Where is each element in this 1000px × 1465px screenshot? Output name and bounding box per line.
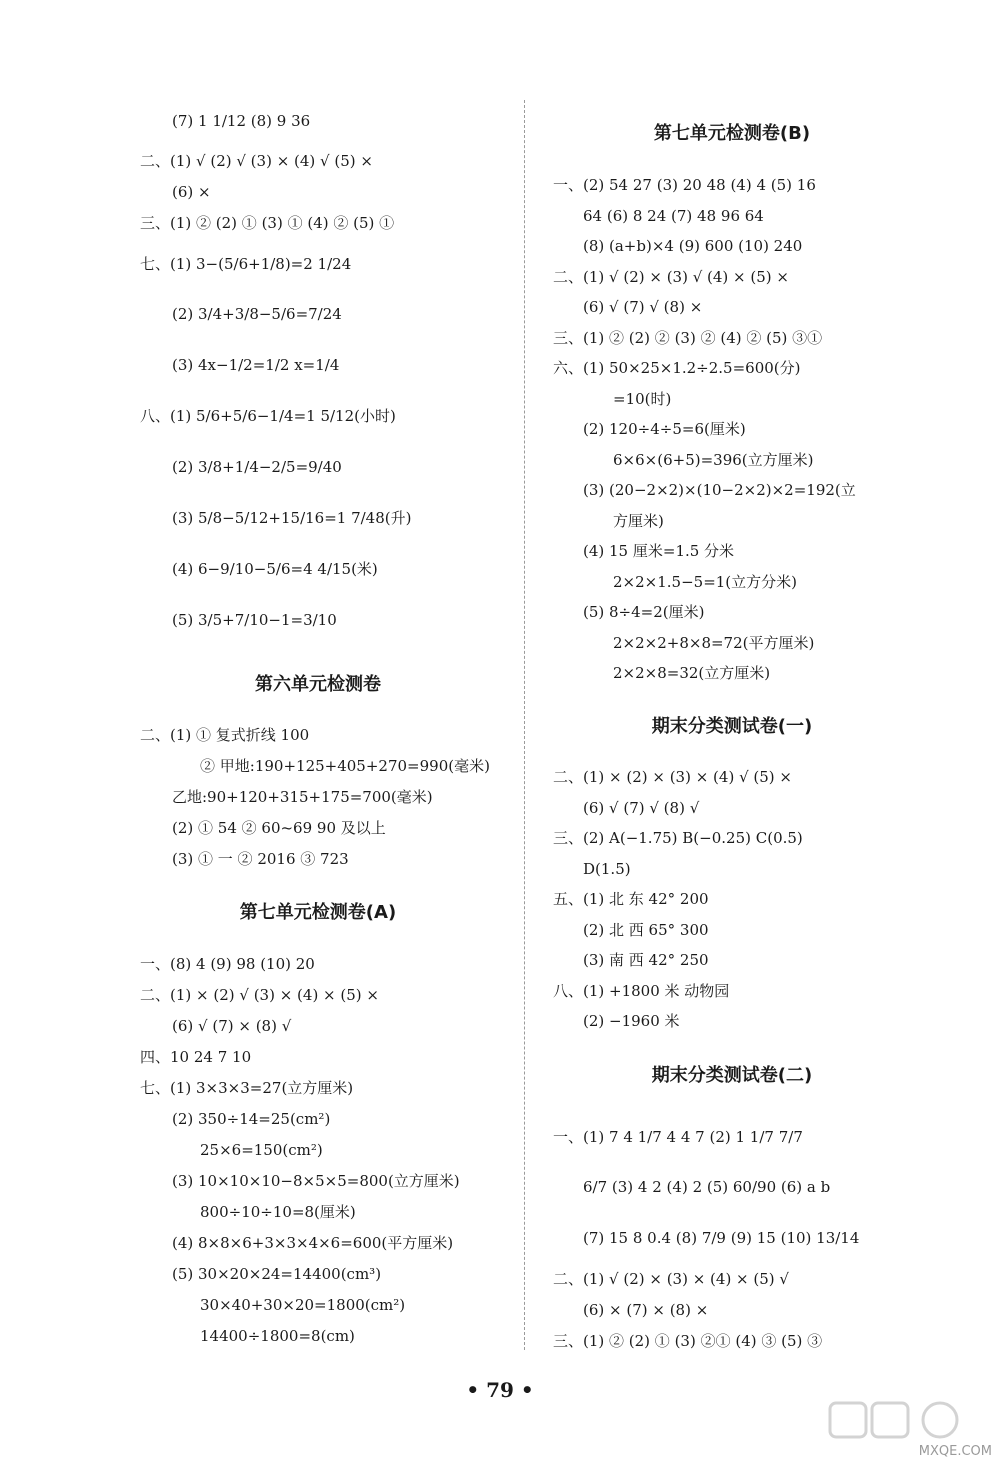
- answer-line: (2) 北 西 65° 300: [583, 920, 709, 939]
- answer-line: 二、(1) √ (2) √ (3) × (4) √ (5) ×: [140, 152, 373, 170]
- answer-line: (7) 1 1/12 (8) 9 36: [172, 112, 311, 130]
- answer-line: (2) 3/4+3/8−5/6=7/24: [172, 305, 342, 323]
- answer-line: 64 (6) 8 24 (7) 48 96 64: [583, 206, 764, 225]
- answer-line: (7) 15 8 0.4 (8) 7/9 (9) 15 (10) 13/14: [583, 1229, 860, 1247]
- answer-line: 二、(1) √ (2) × (3) √ (4) × (5) ×: [553, 267, 789, 286]
- answer-line: (5) 30×20×24=14400(cm³): [172, 1265, 382, 1283]
- answer-line: (6) × (7) × (8) ×: [583, 1301, 709, 1319]
- answer-line: (5) 8÷4=2(厘米): [583, 603, 705, 621]
- answer-line: 6/7 (3) 4 2 (4) 2 (5) 60/90 (6) a b: [583, 1178, 831, 1196]
- answer-line: 二、(1) × (2) × (3) × (4) √ (5) ×: [553, 768, 792, 786]
- answer-line: D(1.5): [583, 859, 631, 878]
- answer-line: 三、(1) ② (2) ② (3) ② (4) ② (5) ③①: [553, 328, 823, 347]
- answer-line: (3) 5/8−5/12+15/16=1 7/48(升): [172, 509, 412, 527]
- answer-line: 30×40+30×20=1800(cm²): [200, 1296, 406, 1314]
- answer-line: 乙地:90+120+315+175=700(毫米): [172, 788, 433, 806]
- answer-line: (3) 南 西 42° 250: [583, 951, 709, 969]
- answer-line: 方厘米): [613, 511, 664, 530]
- section-heading: 期末分类测试卷(一): [651, 716, 813, 737]
- answer-line: (6) ×: [172, 183, 211, 201]
- answer-line: (3) (20−2×2)×(10−2×2)×2=192(立: [583, 481, 856, 499]
- answer-line: 一、(2) 54 27 (3) 20 48 (4) 4 (5) 16: [553, 176, 816, 194]
- answer-line: 三、(1) ② (2) ① (3) ②① (4) ③ (5) ③: [553, 1332, 823, 1350]
- answer-line: 八、(1) 5/6+5/6−1/4=1 5/12(小时): [140, 407, 396, 425]
- answer-line: 25×6=150(cm²): [200, 1141, 323, 1159]
- section-heading: 第七单元检测卷(B): [653, 123, 811, 144]
- answer-line: 七、(1) 3×3×3=27(立方厘米): [140, 1079, 354, 1097]
- answer-line: 一、(8) 4 (9) 98 (10) 20: [140, 955, 315, 973]
- answer-line: (3) ① 一 ② 2016 ③ 723: [172, 850, 349, 868]
- page-number: • 79 •: [466, 1378, 534, 1402]
- column-divider: [524, 100, 525, 1350]
- answer-line: 六、(1) 50×25×1.2÷2.5=600(分): [553, 359, 801, 377]
- answer-line: 二、(1) ① 复式折线 100: [140, 726, 310, 744]
- answer-line: 三、(1) ② (2) ① (3) ① (4) ② (5) ①: [140, 214, 395, 232]
- answer-line: 一、(1) 7 4 1/7 4 4 7 (2) 1 1/7 7/7: [553, 1128, 803, 1146]
- answer-line: (8) (a+b)×4 (9) 600 (10) 240: [583, 237, 803, 255]
- answer-line: (3) 10×10×10−8×5×5=800(立方厘米): [172, 1172, 460, 1190]
- answer-line: (6) √ (7) √ (8) ×: [583, 298, 703, 316]
- answer-line: (3) 4x−1/2=1/2 x=1/4: [172, 356, 340, 374]
- answer-line: (2) −1960 米: [583, 1012, 680, 1030]
- answer-line: (2) 3/8+1/4−2/5=9/40: [172, 458, 342, 476]
- answer-line: (5) 3/5+7/10−1=3/10: [172, 611, 337, 629]
- answer-line: (6) √ (7) √ (8) √: [583, 798, 700, 817]
- answer-line: 二、(1) × (2) √ (3) × (4) × (5) ×: [140, 986, 379, 1004]
- answer-line: 四、10 24 7 10: [140, 1048, 252, 1066]
- answer-line: 800÷10÷10=8(厘米): [200, 1203, 356, 1221]
- answer-line: 八、(1) +1800 米 动物园: [553, 981, 730, 1000]
- section-heading: 第七单元检测卷(A): [239, 902, 397, 923]
- answer-line: 2×2×1.5−5=1(立方分米): [613, 572, 798, 591]
- answer-line: (4) 15 厘米=1.5 分米: [583, 542, 735, 560]
- answer-line: 五、(1) 北 东 42° 200: [553, 890, 709, 908]
- watermark-text: MXQE.COM: [918, 1444, 992, 1459]
- answer-line: (4) 8×8×6+3×3×4×6=600(平方厘米): [172, 1234, 454, 1252]
- answer-line: 二、(1) √ (2) × (3) × (4) × (5) √: [553, 1270, 789, 1288]
- answer-line: ② 甲地:190+125+405+270=990(毫米): [200, 757, 490, 775]
- section-heading: 期末分类测试卷(二): [651, 1065, 813, 1086]
- answer-line: (4) 6−9/10−5/6=4 4/15(米): [172, 560, 378, 578]
- answer-line: (6) √ (7) × (8) √: [172, 1017, 292, 1035]
- answer-line: (2) ① 54 ② 60~69 90 及以上: [172, 819, 386, 837]
- answer-line: 2×2×2+8×8=72(平方厘米): [613, 633, 815, 652]
- answer-line: 6×6×(6+5)=396(立方厘米): [613, 450, 814, 469]
- answer-line: 14400÷1800=8(cm): [200, 1327, 355, 1345]
- section-heading: 第六单元检测卷: [255, 674, 381, 695]
- answer-line: 2×2×8=32(立方厘米): [613, 664, 771, 682]
- answer-line: 七、(1) 3−(5/6+1/8)=2 1/24: [140, 255, 352, 273]
- answer-line: (2) 350÷14=25(cm²): [172, 1110, 331, 1128]
- answer-line: (2) 120÷4÷5=6(厘米): [583, 420, 746, 438]
- answer-line: 三、(2) A(−1.75) B(−0.25) C(0.5): [553, 829, 803, 847]
- answer-line: =10(时): [613, 389, 672, 408]
